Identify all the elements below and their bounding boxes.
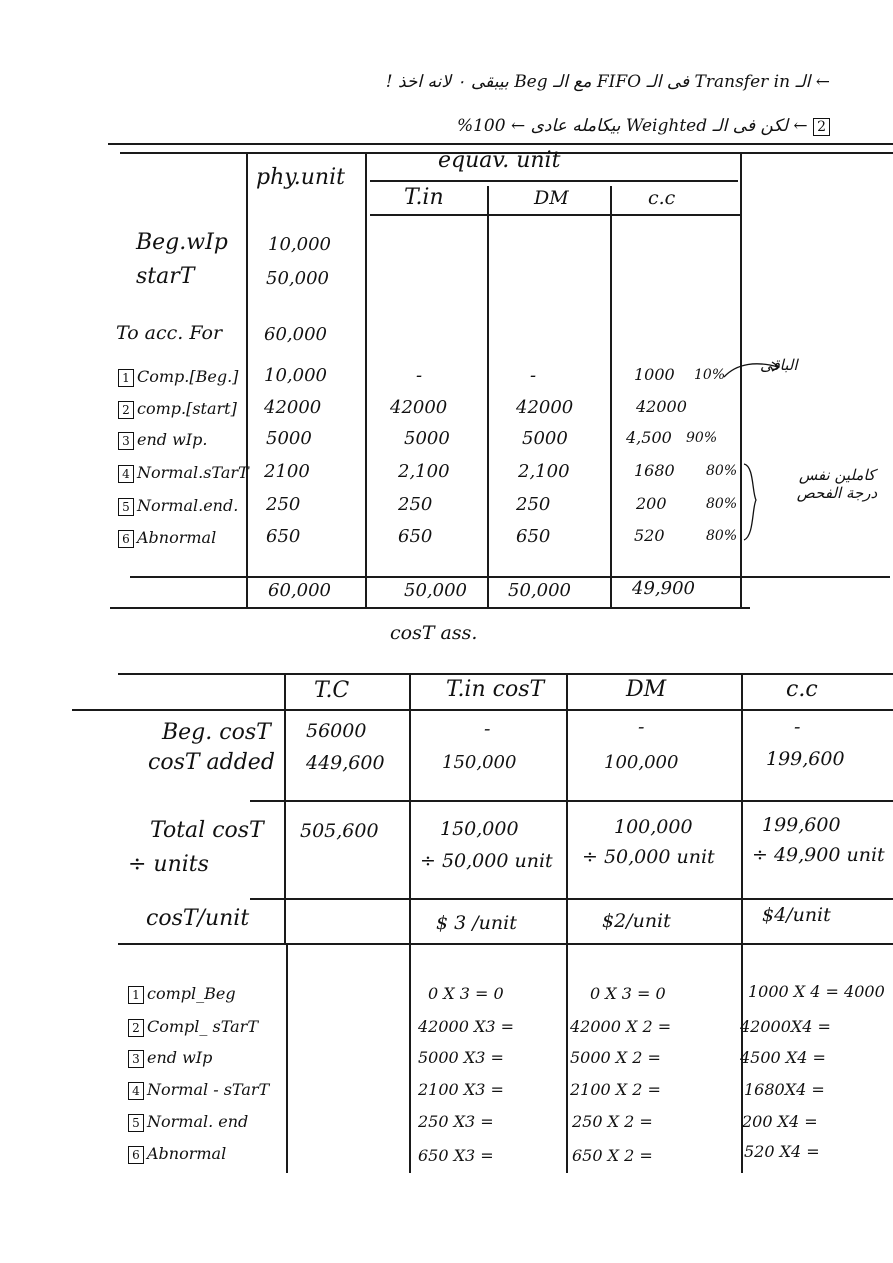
row-cc: 42000 — [636, 397, 687, 416]
row-dm: 650 — [516, 526, 551, 547]
row-start-phy: 50,000 — [266, 268, 329, 289]
row-cc: 520 — [634, 526, 665, 545]
header2-cc: c.c — [786, 677, 818, 702]
assign-cc: 42000X4 = — [740, 1017, 831, 1036]
row-pct: 80% — [706, 528, 738, 544]
assign-tin: 650 X3 = — [418, 1146, 494, 1165]
assign-label: 5 Normal. end — [128, 1112, 248, 1132]
row-pct: 90% — [686, 430, 718, 446]
row-number-box: 3 — [128, 1050, 144, 1068]
row-beg-wip-phy: 10,000 — [268, 234, 331, 255]
total-cost-label: Total cosT — [150, 818, 264, 843]
assign-dm: 2100 X 2 = — [570, 1080, 661, 1099]
assign-cc: 520 X4 = — [744, 1142, 820, 1161]
total-cost-tin: 150,000 — [440, 818, 519, 840]
assign-label: 3 end wIp — [128, 1048, 212, 1068]
total-dm: 50,000 — [508, 580, 571, 601]
units-label: ÷ units — [128, 852, 209, 877]
row-phy: 42000 — [264, 397, 322, 418]
units-dm: ÷ 50,000 unit — [582, 846, 715, 868]
assign-cc: 1680X4 = — [744, 1080, 825, 1099]
row-pct: 80% — [706, 496, 738, 512]
header2-dm: DM — [626, 677, 667, 702]
assign-row — [0, 1015, 893, 1045]
cost-per-unit-dm: $2/unit — [602, 910, 671, 932]
assign-row — [0, 1078, 893, 1108]
cost-ass-title: cosT ass. — [390, 622, 478, 644]
beg-cost-cc: - — [794, 716, 801, 738]
row-start-label: starT — [136, 264, 195, 289]
row-tin: 2,100 — [398, 461, 450, 482]
row-label: 4 Normal.sTarT — [118, 463, 249, 483]
note-line-2-text: ← لكن فى الـ Weighted بيكامله عادى ← 100% — [456, 116, 808, 136]
table1-row — [0, 397, 893, 427]
units-cc: ÷ 49,900 unit — [752, 844, 885, 866]
row-number-box: 2 — [118, 401, 134, 419]
row-number-box: 4 — [118, 465, 134, 483]
row-beg-wip-label: Beg.wIp — [136, 230, 228, 255]
row-pct: 10% — [694, 367, 726, 383]
table1-row — [0, 428, 893, 458]
assign-label: 6 Abnormal — [128, 1144, 226, 1164]
assign-tin: 5000 X3 = — [418, 1048, 504, 1067]
row-tin: 250 — [398, 494, 433, 515]
row-number-box: 6 — [118, 530, 134, 548]
note-number-box: 2 — [813, 118, 830, 136]
total-tin: 50,000 — [404, 580, 467, 601]
row-pct: 80% — [706, 463, 738, 479]
row-phy: 650 — [266, 526, 301, 547]
row-cc: 1680 — [634, 461, 675, 480]
row-label: 6 Abnormal — [118, 528, 216, 548]
row-label: 2 comp.[start] — [118, 399, 237, 419]
beg-cost-tc: 56000 — [306, 720, 367, 742]
note-line-2 — [300, 116, 830, 136]
row-number-box: 2 — [128, 1019, 144, 1037]
assign-label: 2 Compl_ sTarT — [128, 1017, 258, 1037]
total-cost-cc: 199,600 — [762, 814, 841, 836]
assign-tin: 0 X 3 = 0 — [428, 984, 504, 1003]
row-tin: 650 — [398, 526, 433, 547]
assign-dm: 250 X 2 = — [572, 1112, 653, 1131]
total-cost-dm: 100,000 — [614, 816, 693, 838]
cost-per-unit-label: cosT/unit — [146, 906, 250, 931]
assign-label: 4 Normal - sTarT — [128, 1080, 269, 1100]
row-dm: 250 — [516, 494, 551, 515]
total-phy: 60,000 — [268, 580, 331, 601]
row-to-acc-label: To acc. For — [116, 322, 223, 344]
beg-cost-label: Beg. cosT — [162, 720, 271, 745]
assign-tin: 42000 X3 = — [418, 1017, 515, 1036]
assign-dm: 42000 X 2 = — [570, 1017, 672, 1036]
header-dm: DM — [534, 187, 569, 209]
assign-label: 1 compl_Beg — [128, 984, 236, 1004]
assign-row — [0, 1046, 893, 1076]
cost-added-cc: 199,600 — [766, 748, 845, 770]
header-t-in: T.in — [404, 185, 444, 210]
row-dm: - — [530, 365, 537, 386]
beg-cost-tin: - — [484, 718, 491, 740]
note-line-1: ← الـ Transfer in فى الـ FIFO مع الـ Beg بيبقى ٠ لانه اخذ ! — [385, 72, 830, 92]
row-phy: 250 — [266, 494, 301, 515]
header2-tc: T.C — [314, 678, 350, 703]
assign-dm: 650 X 2 = — [572, 1146, 653, 1165]
cost-added-label: cosT added — [148, 750, 275, 775]
assign-cc: 1000 X 4 = 4000 — [748, 982, 885, 1001]
assign-tin: 2100 X3 = — [418, 1080, 504, 1099]
header-phy-unit: phy.unit — [256, 165, 345, 190]
assign-cc: 200 X4 = — [742, 1112, 818, 1131]
row-phy: 10,000 — [264, 365, 327, 386]
bracket-icon — [740, 462, 764, 542]
row-label: 3 end wIp. — [118, 430, 207, 450]
assign-row — [0, 1142, 893, 1172]
row-number-box: 6 — [128, 1146, 144, 1164]
row-dm: 5000 — [522, 428, 568, 449]
cost-added-dm: 100,000 — [604, 752, 679, 773]
row-phy: 5000 — [266, 428, 312, 449]
side-note-bracket: كاملين نفس درجة الفحص — [796, 466, 878, 502]
row-number-box: 1 — [118, 369, 134, 387]
row-tin: 42000 — [390, 397, 448, 418]
row-tin: 5000 — [404, 428, 450, 449]
header-equiv-unit: equav. unit — [438, 148, 561, 173]
row-cc: 1000 — [634, 365, 675, 384]
units-tin: ÷ 50,000 unit — [420, 850, 553, 872]
row-label: 5 Normal.end. — [118, 496, 238, 516]
side-note-remaining: الباقى — [760, 356, 798, 374]
row-to-acc-phy: 60,000 — [264, 324, 327, 345]
row-cc: 200 — [636, 494, 667, 513]
cost-per-unit-tin: $ 3 /unit — [436, 912, 517, 934]
assign-tin: 250 X3 = — [418, 1112, 494, 1131]
row-number-box: 3 — [118, 432, 134, 450]
row-number-box: 4 — [128, 1082, 144, 1100]
cost-per-unit-cc: $4/unit — [762, 904, 831, 926]
total-cc: 49,900 — [632, 578, 695, 599]
total-cost-tc: 505,600 — [300, 820, 379, 842]
row-dm: 2,100 — [518, 461, 570, 482]
row-tin: - — [416, 365, 423, 386]
cost-added-tin: 150,000 — [442, 752, 517, 773]
row-number-box: 5 — [128, 1114, 144, 1132]
assign-dm: 5000 X 2 = — [570, 1048, 661, 1067]
assign-dm: 0 X 3 = 0 — [590, 984, 666, 1003]
assign-cc: 4500 X4 = — [740, 1048, 826, 1067]
row-label: 1 Comp.[Beg.] — [118, 367, 238, 387]
row-number-box: 1 — [128, 986, 144, 1004]
row-number-box: 5 — [118, 498, 134, 516]
header-cc: c.c — [648, 187, 676, 209]
assign-row — [0, 1110, 893, 1140]
cost-added-tc: 449,600 — [306, 752, 385, 774]
row-cc: 4,500 — [626, 428, 672, 447]
row-dm: 42000 — [516, 397, 574, 418]
assign-row — [0, 982, 893, 1012]
header2-tin-cost: T.in cosT — [446, 677, 545, 702]
row-phy: 2100 — [264, 461, 310, 482]
beg-cost-dm: - — [638, 716, 645, 738]
